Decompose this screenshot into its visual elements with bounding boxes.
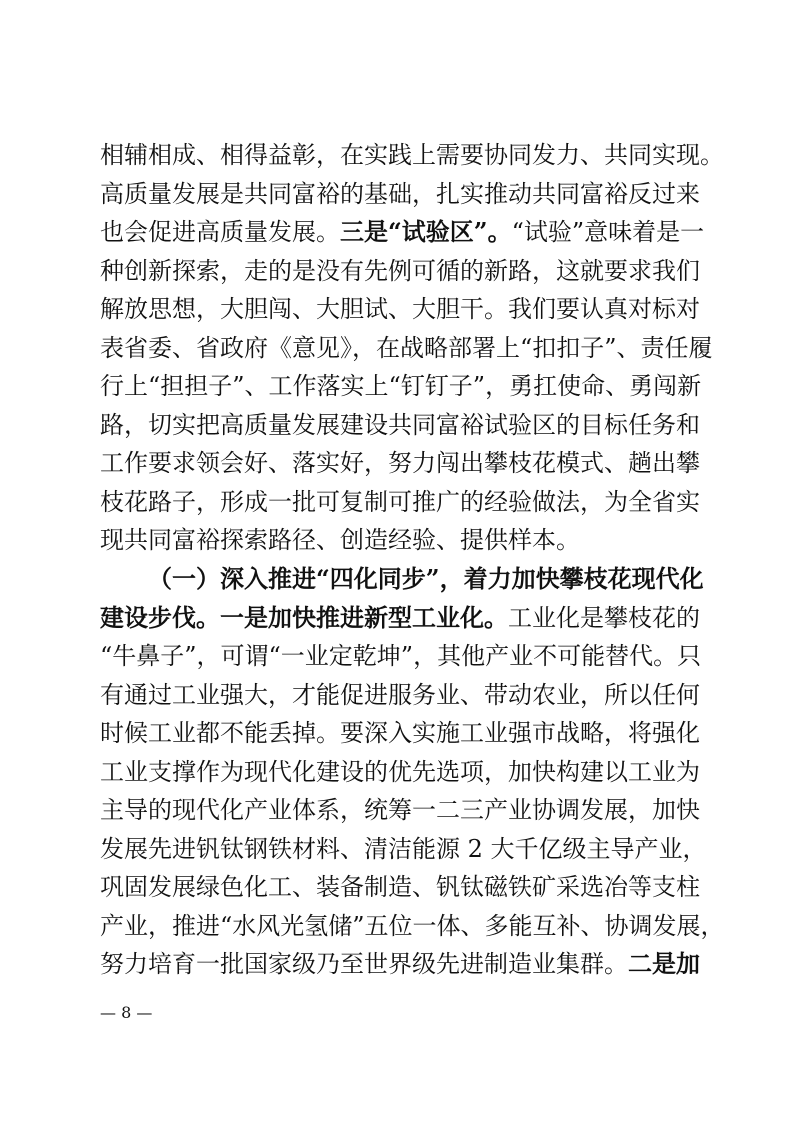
text-run: 时候工业都不能丢掉。要深入实施工业强市战略，将强化 [100, 719, 700, 748]
text-run: 产业，推进“水风光氢储”五位一体、多能互补、协调发展， [100, 911, 725, 940]
text-line [100, 175, 700, 214]
text-line [100, 714, 700, 753]
text-line [100, 907, 725, 946]
text-run: 主导的现代化产业体系，统筹一二三产业协调发展，加快 [100, 796, 700, 825]
text-line [100, 599, 700, 638]
text-line [100, 676, 700, 715]
text-run: 工业支撑作为现代化建设的优先选项，加快构建以工业为 [100, 757, 700, 786]
bold-text-run: 二是加 [628, 949, 700, 979]
paragraph-2 [100, 560, 725, 984]
text-line [100, 136, 724, 175]
text-run: 路，切实把高质量发展建设共同富裕试验区的目标任务和 [100, 410, 700, 439]
text-line [100, 252, 700, 291]
text-run: 发展先进钒钛钢铁材料、清洁能源 2 大千亿级主导产业， [100, 834, 707, 863]
text-line [100, 521, 692, 560]
text-run: 现共同富裕探索路径、创造经验、提供样本。 [100, 526, 580, 555]
text-run: 枝花路子，形成一批可复制可推广的经验做法，为全省实 [100, 487, 700, 516]
text-run: 表省委、省政府《意见》，在战略部署上“扣扣子”、责任履 [100, 333, 713, 362]
text-line [100, 830, 707, 869]
text-run: “牛鼻子”，可谓“一业定乾坤”，其他产业不可能替代。只 [100, 642, 702, 671]
text-line [100, 791, 700, 830]
page-number: — 8 — [100, 1003, 153, 1022]
text-run: 工作要求领会好、落实好，努力闯出攀枝花模式、趟出攀 [100, 449, 700, 478]
bold-text-run: 三是“试验区”。 [340, 217, 512, 247]
body-text [100, 136, 725, 984]
text-run: 行上“担担子”、工作落实上“钉钉子”，勇扛使命、勇闯新 [100, 372, 702, 401]
text-line [100, 444, 700, 483]
text-line [100, 868, 700, 907]
text-line [100, 945, 700, 984]
bold-text-run: 建设步伐。一是加快推进新型工业化。 [100, 602, 508, 632]
text-line [100, 560, 704, 599]
text-line [100, 753, 700, 792]
text-line [100, 483, 700, 522]
text-run: 相辅相成、相得益彰，在实践上需要协同发力、共同实现。 [100, 141, 724, 169]
bold-text-run: （一）深入推进“四化同步”，着力加快攀枝花现代化 [148, 564, 704, 594]
text-run: 巩固发展绿色化工、装备制造、钒钛磁铁矿采选冶等支柱 [100, 873, 700, 902]
text-run: “试验”意味着是一 [511, 218, 705, 247]
text-run: 种创新探索，走的是没有先例可循的新路，这就要求我们 [100, 256, 700, 285]
text-run: 有通过工业强大，才能促进服务业、带动农业，所以任何 [100, 680, 700, 709]
text-line [100, 367, 702, 406]
text-run: 工业化是攀枝花的 [508, 603, 700, 632]
text-run: 解放思想，大胆闯、大胆试、大胆干。我们要认真对标对 [100, 295, 700, 324]
text-line [100, 213, 705, 252]
text-run: 也会促进高质量发展。 [100, 218, 340, 247]
text-line [100, 329, 713, 368]
text-line [100, 637, 702, 676]
text-run: 高质量发展是共同富裕的基础，扎实推动共同富裕反过来 [100, 179, 700, 208]
text-line [100, 290, 700, 329]
paragraph-1 [100, 136, 724, 560]
text-run: 努力培育一批国家级乃至世界级先进制造业集群。 [100, 950, 628, 979]
text-line [100, 406, 700, 445]
